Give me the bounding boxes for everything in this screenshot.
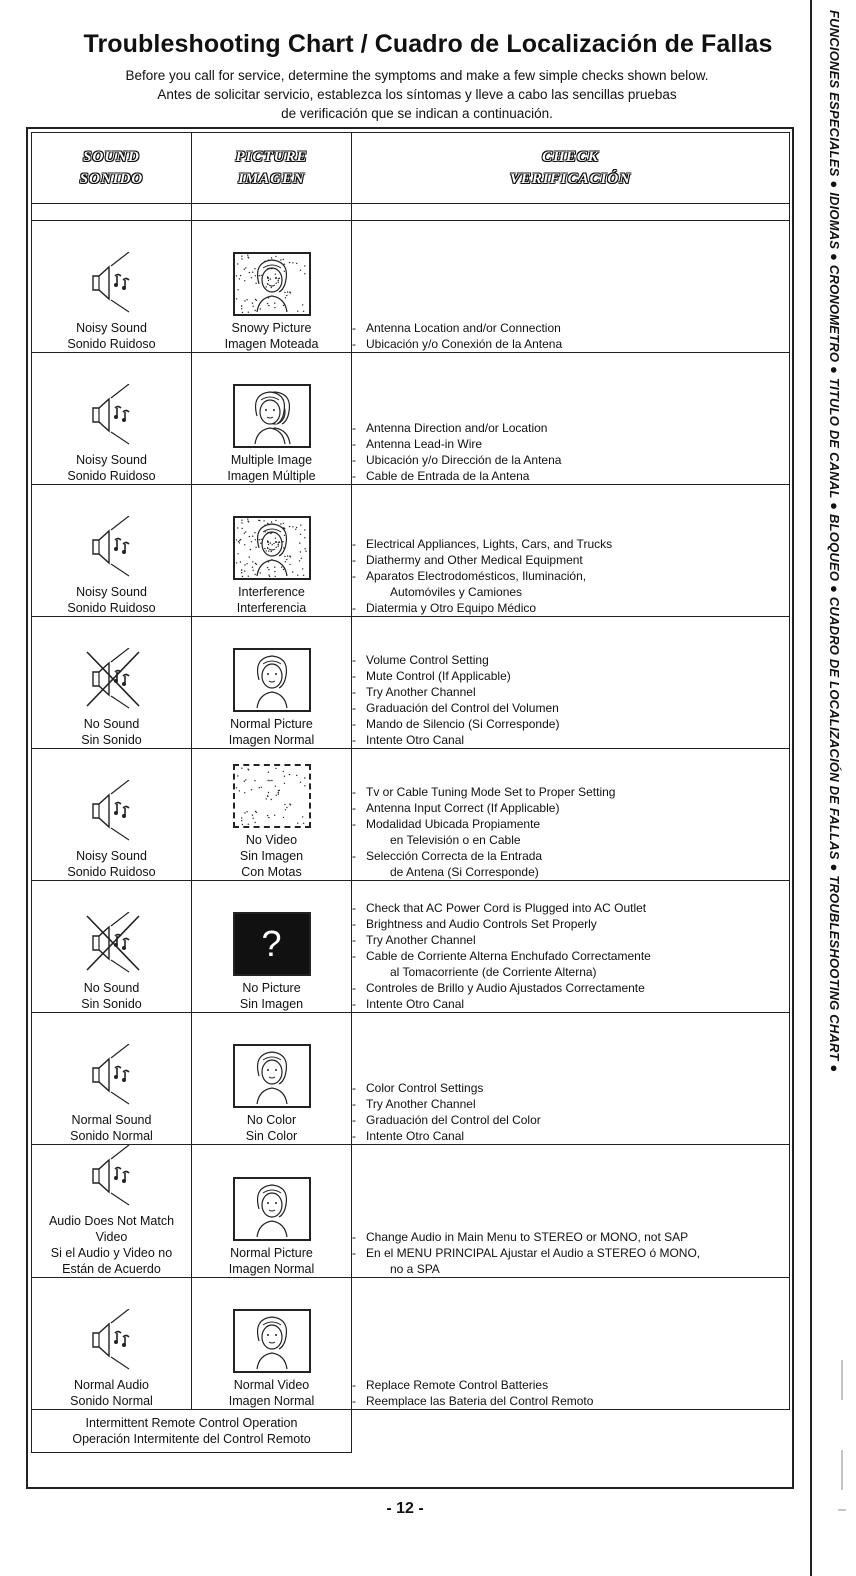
check-cell <box>352 1278 790 1410</box>
picture-label: Multiple Image <box>230 453 313 467</box>
picture-cell <box>192 485 352 617</box>
table-row <box>32 353 790 485</box>
check-item: - Antenna Lead-in Wire <box>352 436 789 452</box>
check-cell <box>352 353 790 485</box>
check-item: - Antenna Direction and/or Location <box>352 420 789 436</box>
intro-spanish-line-2: de verificación que se indican a continuación. <box>281 106 553 121</box>
check-item: - Antenna Input Correct (If Applicable) <box>352 800 789 816</box>
multiple-image-icon <box>233 384 311 448</box>
check-item: - Try Another Channel <box>352 1096 789 1112</box>
footer-label-en: Intermittent Remote Control Operation <box>85 1416 298 1430</box>
check-item: - Check that AC Power Cord is Plugged into AC Outlet <box>352 900 789 916</box>
picture-cell <box>192 221 352 353</box>
intro-spanish-line-1: Antes de solicitar servicio, establezca los síntomas y lleve a cabo las sencillas pruebas <box>157 87 677 102</box>
picture-cell <box>192 1278 352 1410</box>
picture-label: No Picture <box>242 981 301 995</box>
check-item: - Graduación del Control del Color <box>352 1112 789 1128</box>
snowy-picture-icon <box>233 252 311 316</box>
page-number: - 12 - <box>386 1500 424 1517</box>
check-item: - Volume Control Setting <box>352 652 789 668</box>
sound-cell <box>32 221 192 353</box>
speaker-sound-icon <box>32 1044 191 1106</box>
check-item: - Cable de Entrada de la Antena <box>352 468 789 484</box>
check-item: - Tv or Cable Tuning Mode Set to Proper Setting <box>352 784 789 800</box>
footer-empty <box>352 1410 790 1453</box>
chart-body <box>32 221 790 1410</box>
speaker-sound-icon <box>32 516 191 578</box>
table-row <box>32 617 790 749</box>
check-item: Automóviles y Camiones <box>390 585 523 599</box>
sound-label: Noisy Sound <box>76 849 147 863</box>
check-cell <box>352 881 790 1013</box>
picture-label: Sin Imagen <box>239 997 304 1011</box>
check-cell <box>352 221 790 353</box>
check-cell <box>352 1145 790 1278</box>
sound-cell <box>32 1013 192 1145</box>
header-check-es: VERIFICACIÓN <box>509 171 632 187</box>
no-picture-question-icon: ? <box>233 912 311 976</box>
check-item: - Controles de Brillo y Audio Ajustados Correctamente <box>352 980 789 996</box>
intro-english: Before you call for service, determine the symptoms and make a few simple checks shown below. <box>125 68 709 83</box>
sound-label: No Sound <box>83 717 140 731</box>
picture-label: No Color <box>246 1113 297 1127</box>
check-item: - Change Audio in Main Menu to STEREO or MONO, not SAP <box>352 1229 789 1245</box>
check-list <box>352 320 789 352</box>
table-row <box>32 881 790 1013</box>
interference-picture-icon <box>233 516 311 580</box>
table-row <box>32 749 790 881</box>
sound-label: Sonido Ruidoso <box>67 601 156 615</box>
sound-label: Normal Audio <box>73 1378 150 1392</box>
picture-label: Imagen Normal <box>228 733 315 747</box>
check-list <box>352 1229 789 1277</box>
sound-cell <box>32 1145 192 1278</box>
header-gap <box>32 204 790 221</box>
header-picture-es: IMAGEN <box>238 171 305 187</box>
picture-cell <box>192 881 352 1013</box>
check-list <box>352 420 789 484</box>
header-check <box>352 133 790 204</box>
sound-label: Noisy Sound <box>76 453 147 467</box>
table-row <box>32 1013 790 1145</box>
troubleshooting-table <box>31 132 790 1453</box>
sound-label: Audio Does Not Match <box>48 1214 175 1228</box>
footer-row <box>32 1410 790 1453</box>
picture-label: Imagen Normal <box>228 1394 315 1408</box>
normal-picture-icon <box>233 648 311 712</box>
picture-cell <box>192 617 352 749</box>
table-row <box>32 1145 790 1278</box>
picture-cell <box>192 1145 352 1278</box>
check-item: - Reemplace las Bateria del Control Remoto <box>352 1393 789 1409</box>
check-list <box>352 536 789 616</box>
check-item: al Tomacorriente (de Corriente Alterna) <box>390 965 597 979</box>
speaker-sound-icon <box>32 384 191 446</box>
picture-label: Interference <box>238 585 305 599</box>
check-item: - Intente Otro Canal <box>352 996 789 1012</box>
check-item: en Televisión o en Cable <box>390 833 521 847</box>
picture-label: Normal Picture <box>230 1246 313 1260</box>
normal-picture-icon <box>233 1177 311 1241</box>
check-item: - Replace Remote Control Batteries <box>352 1377 789 1393</box>
sound-label: Sin Sonido <box>81 733 142 747</box>
sound-label: Sonido Ruidoso <box>67 469 156 483</box>
sound-label: Noisy Sound <box>76 585 147 599</box>
check-item: - Mute Control (If Applicable) <box>352 668 789 684</box>
side-rule <box>810 0 812 1576</box>
check-cell <box>352 749 790 881</box>
no-color-picture-icon <box>233 1044 311 1108</box>
check-item: - Try Another Channel <box>352 932 789 948</box>
sound-cell <box>32 485 192 617</box>
check-item: - Try Another Channel <box>352 684 789 700</box>
check-item: - Brightness and Audio Controls Set Properly <box>352 916 789 932</box>
speaker-muted-icon <box>32 912 191 974</box>
table-row <box>32 485 790 617</box>
header-picture <box>192 133 352 204</box>
normal-video-icon <box>233 1309 311 1373</box>
sound-label: Sonido Ruidoso <box>67 337 156 351</box>
picture-label: Sin Imagen <box>239 849 304 863</box>
sound-label: Noisy Sound <box>76 321 147 335</box>
check-item: de Antena (Si Corresponde) <box>390 865 539 879</box>
picture-label: Normal Picture <box>230 717 313 731</box>
table-row <box>32 1278 790 1410</box>
check-item: - En el MENU PRINCIPAL Ajustar el Audio a STEREO ó MONO, <box>352 1245 789 1261</box>
picture-label: Con Motas <box>241 865 302 879</box>
header-sound-es: SONIDO <box>79 171 144 187</box>
check-item: - Ubicación y/o Conexión de la Antena <box>352 336 789 352</box>
side-tick-marks <box>838 1360 846 1520</box>
sound-cell <box>32 353 192 485</box>
check-list <box>352 1080 789 1144</box>
sound-label: Sonido Ruidoso <box>67 865 156 879</box>
sound-label: No Sound <box>83 981 140 995</box>
check-list <box>352 1377 789 1409</box>
picture-label: No Video <box>245 833 298 847</box>
header-sound-en: SOUND <box>83 149 140 165</box>
sound-label: Video <box>95 1230 128 1244</box>
sound-label: Sonido Normal <box>70 1129 153 1143</box>
check-item: - Diathermy and Other Medical Equipment <box>352 552 789 568</box>
check-cell <box>352 617 790 749</box>
header-picture-en: PICTURE <box>235 149 308 165</box>
side-banner: FUNCIONES ESPECIALES ● IDIOMAS ● CRONOMETRO ● TITULO DE CANAL ● BLOQUEO ● CUADRO DE LOCALIZACIÓN DE FALLAS ● TROUBLESHOOTING CHART ● <box>827 10 842 1073</box>
header-row <box>32 133 790 204</box>
check-item: - Diatermia y Otro Equipo Médico <box>352 600 789 616</box>
footer-label-es: Operación Intermitente del Control Remoto <box>72 1432 311 1446</box>
check-item: - Ubicación y/o Dirección de la Antena <box>352 452 789 468</box>
page-title: Troubleshooting Chart / Cuadro de Localización de Fallas <box>83 30 773 58</box>
speaker-sound-icon <box>32 780 191 842</box>
intro-spanish <box>32 85 802 123</box>
check-item: - Mando de Silencio (Si Corresponde) <box>352 716 789 732</box>
header-check-en: CHECK <box>542 149 599 165</box>
picture-label: Imagen Moteada <box>224 337 319 351</box>
sound-cell <box>32 1278 192 1410</box>
sound-label: Están de Acuerdo <box>62 1262 161 1276</box>
check-item: - Cable de Corriente Alterna Enchufado Correctamente <box>352 948 789 964</box>
sound-cell <box>32 881 192 1013</box>
sound-label: Si el Audio y Video no <box>50 1246 173 1260</box>
check-item: - Graduación del Control del Volumen <box>352 700 789 716</box>
speaker-sound-icon <box>32 1145 191 1207</box>
check-list <box>352 652 789 748</box>
check-item: - Electrical Appliances, Lights, Cars, and Trucks <box>352 536 789 552</box>
picture-label: Sin Color <box>245 1129 298 1143</box>
check-item: - Color Control Settings <box>352 1080 789 1096</box>
check-item: - Intente Otro Canal <box>352 1128 789 1144</box>
speaker-sound-icon <box>32 1309 191 1371</box>
check-item: - Aparatos Electrodomésticos, Iluminación, <box>352 568 789 584</box>
picture-label: Normal Video <box>233 1378 310 1392</box>
check-item: no a SPA <box>390 1262 440 1276</box>
check-cell <box>352 485 790 617</box>
no-video-snow-icon <box>233 764 311 828</box>
picture-cell <box>192 749 352 881</box>
check-item: - Selección Correcta de la Entrada <box>352 848 789 864</box>
footer-label <box>32 1410 352 1453</box>
sound-label: Normal Sound <box>71 1113 152 1127</box>
check-item: - Modalidad Ubicada Propiamente <box>352 816 789 832</box>
header-sound <box>32 133 192 204</box>
check-item: - Intente Otro Canal <box>352 732 789 748</box>
sound-label: Sonido Normal <box>70 1394 153 1408</box>
check-list <box>352 784 789 880</box>
check-cell <box>352 1013 790 1145</box>
sound-cell <box>32 617 192 749</box>
picture-label: Snowy Picture <box>231 321 312 335</box>
speaker-muted-icon <box>32 648 191 710</box>
picture-label: Imagen Múltiple <box>227 469 316 483</box>
picture-label: Imagen Normal <box>228 1262 315 1276</box>
picture-cell <box>192 353 352 485</box>
sound-cell <box>32 749 192 881</box>
check-list <box>352 900 789 1012</box>
sound-label: Sin Sonido <box>81 997 142 1011</box>
table-row <box>32 221 790 353</box>
check-item: - Antenna Location and/or Connection <box>352 320 789 336</box>
picture-cell <box>192 1013 352 1145</box>
speaker-sound-icon <box>32 252 191 314</box>
picture-label: Interferencia <box>236 601 307 615</box>
